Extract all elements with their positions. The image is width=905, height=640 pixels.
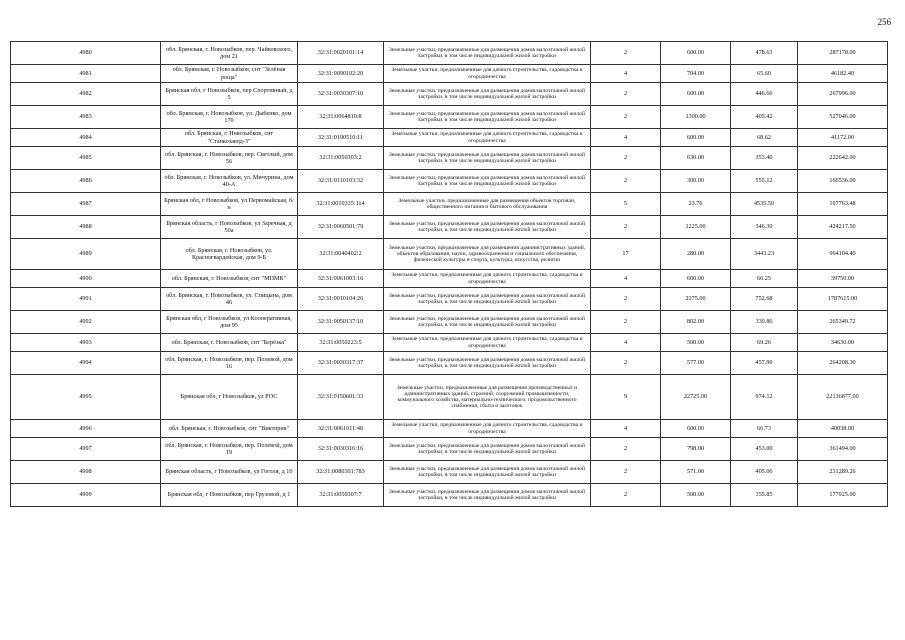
row-unit-value: 3443.23 bbox=[731, 239, 798, 270]
row-area: 280.00 bbox=[661, 239, 731, 270]
table-row bbox=[11, 375, 888, 420]
row-area: 2375.00 bbox=[661, 288, 731, 311]
table-row bbox=[11, 106, 888, 129]
row-cadastral-value: 1787615.00 bbox=[798, 288, 888, 311]
row-area: 577.00 bbox=[661, 352, 731, 375]
row-group: 17 bbox=[591, 239, 661, 270]
row-land-use: Земельные участки, предназначенные для размещения домов малоэтажной жилой застройки, в том числе индивидуальной жилой застройки bbox=[384, 461, 591, 484]
row-number: 4986 bbox=[11, 170, 161, 193]
row-unit-value: 555.12 bbox=[731, 170, 798, 193]
row-land-use: Земельные участки, предназначенные для размещения домов малоэтажной жилой застройки, в том числе индивидуальной жилой застройки bbox=[384, 216, 591, 239]
row-land-use: Земельные участки, предназначенные для дачного строительства, садоводства и огородничества bbox=[384, 420, 591, 438]
row-land-use: Земельные участки, предназначенные для размещения домов малоэтажной жилой застройки, в том числе индивидуальной жилой застройки bbox=[384, 106, 591, 129]
table-row bbox=[11, 420, 888, 438]
row-address: Брянская обл, г Новозыбков, пер Грузовой, д 1 bbox=[161, 484, 298, 507]
row-group: 2 bbox=[591, 438, 661, 461]
row-cadastral-value: 46182.40 bbox=[798, 65, 888, 83]
row-cadastral-number: 32:31:0060501:79 bbox=[298, 216, 384, 239]
row-group: 2 bbox=[591, 352, 661, 375]
row-area: 500.00 bbox=[661, 334, 731, 352]
page-number: 256 bbox=[877, 17, 891, 27]
row-number: 4994 bbox=[11, 352, 161, 375]
row-unit-value: 69.26 bbox=[731, 334, 798, 352]
row-land-use: Земельные участки, предназначенные для размещения домов малоэтажной жилой застройки, в том числе индивидуальной жилой застройки bbox=[384, 83, 591, 106]
row-address: Брянская область, г Новозыбков, ул Гоголя, д 10 bbox=[161, 461, 298, 484]
table-row bbox=[11, 65, 888, 83]
row-land-use: Земельные участки, предназначенные для размещения домов малоэтажной жилой застройки, в том числе индивидуальной жилой застройки bbox=[384, 42, 591, 65]
row-land-use: Земельные участки, предназначенные для дачного строительства, садоводства и огородничества bbox=[384, 334, 591, 352]
table-row bbox=[11, 170, 888, 193]
row-number: 4991 bbox=[11, 288, 161, 311]
row-cadastral-number: 32:31:0040402:2 bbox=[298, 239, 384, 270]
row-cadastral-number: 32:31:0080301:783 bbox=[298, 461, 384, 484]
row-cadastral-number: 32:31:0030307:10 bbox=[298, 83, 384, 106]
row-land-use: Земельные участки, предназначенные для размещения домов малоэтажной жилой застройки, в том числе индивидуальной жилой застройки bbox=[384, 311, 591, 334]
row-number: 4988 bbox=[11, 216, 161, 239]
row-address: обл. Брянская, г. Новозыбков, снт "Зелёная роща" bbox=[161, 65, 298, 83]
row-land-use: Земельные участки, предназначенные для дачного строительства, садоводства и огородничества bbox=[384, 129, 591, 147]
row-cadastral-value: 424217.50 bbox=[798, 216, 888, 239]
row-unit-value: 457.90 bbox=[731, 352, 798, 375]
row-group: 4 bbox=[591, 65, 661, 83]
table-body bbox=[11, 42, 888, 507]
row-number: 4980 bbox=[11, 42, 161, 65]
row-area: 630.00 bbox=[661, 147, 731, 170]
row-cadastral-value: 177925.00 bbox=[798, 484, 888, 507]
row-group: 2 bbox=[591, 83, 661, 106]
table-row bbox=[11, 334, 888, 352]
row-address: обл. Брянская, г. Новозыбков, ул. Спицына, дом 46 bbox=[161, 288, 298, 311]
row-cadastral-value: 361494.00 bbox=[798, 438, 888, 461]
row-number: 4996 bbox=[11, 420, 161, 438]
table-row bbox=[11, 288, 888, 311]
table-row bbox=[11, 239, 888, 270]
row-land-use: Земельные участки, предназначенные для размещения домов малоэтажной жилой застройки, в том числе индивидуальной жилой застройки bbox=[384, 147, 591, 170]
cadastral-value-table bbox=[10, 41, 888, 507]
row-cadastral-value: 22136877.00 bbox=[798, 375, 888, 420]
row-area: 704.00 bbox=[661, 65, 731, 83]
row-group: 4 bbox=[591, 270, 661, 288]
row-number: 4983 bbox=[11, 106, 161, 129]
row-group: 9 bbox=[591, 375, 661, 420]
row-area: 1225.00 bbox=[661, 216, 731, 239]
row-unit-value: 453.00 bbox=[731, 438, 798, 461]
row-land-use: Земельные участки, предназначенные для дачного строительства, садоводства и огородничества bbox=[384, 270, 591, 288]
row-number: 4993 bbox=[11, 334, 161, 352]
row-address: обл. Брянская, г. Новозыбков, снт "Берёзка" bbox=[161, 334, 298, 352]
row-area: 500.00 bbox=[661, 484, 731, 507]
row-area: 600.00 bbox=[661, 129, 731, 147]
row-cadastral-number: 32:31:0020101:14 bbox=[298, 42, 384, 65]
row-cadastral-number: 32:31:0050223:5 bbox=[298, 334, 384, 352]
row-cadastral-value: 527046.00 bbox=[798, 106, 888, 129]
row-unit-value: 405.42 bbox=[731, 106, 798, 129]
row-unit-value: 66.73 bbox=[731, 420, 798, 438]
row-group: 2 bbox=[591, 311, 661, 334]
row-cadastral-value: 964104.40 bbox=[798, 239, 888, 270]
row-address: обл. Брянская, г. Новозыбков, снт "МПМК" bbox=[161, 270, 298, 288]
row-cadastral-number: 32:31:0010335:114 bbox=[298, 193, 384, 216]
row-number: 4982 bbox=[11, 83, 161, 106]
row-group: 4 bbox=[591, 129, 661, 147]
row-cadastral-value: 287178.00 bbox=[798, 42, 888, 65]
row-group: 4 bbox=[591, 334, 661, 352]
row-area: 22725.00 bbox=[661, 375, 731, 420]
row-land-use: Земельные участки, предназначенные для дачного строительства, садоводства и огородничества bbox=[384, 65, 591, 83]
row-land-use: Земельные участки, предназначенные для размещения домов малоэтажной жилой застройки, в том числе индивидуальной жилой застройки bbox=[384, 352, 591, 375]
row-number: 4995 bbox=[11, 375, 161, 420]
row-cadastral-value: 222642.00 bbox=[798, 147, 888, 170]
row-cadastral-number: 32:31:0050307:7 bbox=[298, 484, 384, 507]
row-cadastral-number: 32:31:0064810:8 bbox=[298, 106, 384, 129]
row-land-use: Земельные участки, предназначенные для размещения домов малоэтажной жилой застройки, в том числе индивидуальной жилой застройки bbox=[384, 438, 591, 461]
row-cadastral-number: 32:31:0050137:10 bbox=[298, 311, 384, 334]
row-cadastral-value: 34630.00 bbox=[798, 334, 888, 352]
row-cadastral-number: 32:31:0190510:11 bbox=[298, 129, 384, 147]
row-address: обл. Брянская, г. Новозыбков, ул. Мичурина, дом 40-А bbox=[161, 170, 298, 193]
row-address: обл. Брянская, г. Новозыбков, пер. Чайковского, дом 21 bbox=[161, 42, 298, 65]
row-cadastral-number: 32:31:0150601:33 bbox=[298, 375, 384, 420]
row-area: 802.00 bbox=[661, 311, 731, 334]
row-number: 4989 bbox=[11, 239, 161, 270]
row-group: 2 bbox=[591, 147, 661, 170]
row-group: 2 bbox=[591, 170, 661, 193]
row-group: 2 bbox=[591, 106, 661, 129]
row-land-use: Земельные участки, предназначенные для размещения домов малоэтажной жилой застройки, в том числе индивидуальной жилой застройки bbox=[384, 170, 591, 193]
table-row bbox=[11, 216, 888, 239]
row-unit-value: 446.66 bbox=[731, 83, 798, 106]
row-address: Брянская обл, г Новозыбков, пер Спортивный, д 5 bbox=[161, 83, 298, 106]
table-row bbox=[11, 438, 888, 461]
row-cadastral-value: 265349.72 bbox=[798, 311, 888, 334]
row-address: обл. Брянская, г. Новозыбков, ул. Красногвардейская, дом 9-Б bbox=[161, 239, 298, 270]
table-row bbox=[11, 193, 888, 216]
row-address: обл. Брянская, г. Новозыбков, снт "Станкозавод-3" bbox=[161, 129, 298, 147]
table-row bbox=[11, 352, 888, 375]
row-address: обл. Брянская, г. Новозыбков, ул. Дыбенко, дом 170 bbox=[161, 106, 298, 129]
row-unit-value: 752.68 bbox=[731, 288, 798, 311]
row-cadastral-number: 32:31:0061011:48 bbox=[298, 420, 384, 438]
row-cadastral-number: 32:31:0030316:16 bbox=[298, 438, 384, 461]
row-cadastral-number: 32:31:0010104:26 bbox=[298, 288, 384, 311]
row-number: 4981 bbox=[11, 65, 161, 83]
row-area: 600.00 bbox=[661, 270, 731, 288]
row-number: 4985 bbox=[11, 147, 161, 170]
row-area: 300.00 bbox=[661, 170, 731, 193]
row-area: 600.00 bbox=[661, 420, 731, 438]
table-row bbox=[11, 484, 888, 507]
row-land-use: Земельные участки, предназначенные для размещения домов малоэтажной жилой застройки, в том числе индивидуальной жилой застройки bbox=[384, 288, 591, 311]
row-number: 4999 bbox=[11, 484, 161, 507]
row-address: обл. Брянская, г. Новозыбков, пер. Светлый, дом 56 bbox=[161, 147, 298, 170]
row-cadastral-value: 39750.00 bbox=[798, 270, 888, 288]
row-area: 23.76 bbox=[661, 193, 731, 216]
row-unit-value: 68.62 bbox=[731, 129, 798, 147]
row-cadastral-value: 107763.48 bbox=[798, 193, 888, 216]
row-land-use: Земельные участки, предназначенные для размещения домов малоэтажной жилой застройки, в том числе индивидуальной жилой застройки bbox=[384, 484, 591, 507]
row-area: 600.00 bbox=[661, 42, 731, 65]
row-unit-value: 330.86 bbox=[731, 311, 798, 334]
row-number: 4992 bbox=[11, 311, 161, 334]
row-address: обл. Брянская, г. Новозыбков, пер. Полевой, дом 19 bbox=[161, 438, 298, 461]
row-address: Брянская область, г Новозыбков, ул Заречная, д 50а bbox=[161, 216, 298, 239]
row-area: 1300.00 bbox=[661, 106, 731, 129]
row-group: 2 bbox=[591, 288, 661, 311]
row-address: обл. Брянская, г. Новозыбков, пер. Полевой, дом 16 bbox=[161, 352, 298, 375]
row-unit-value: 4535.50 bbox=[731, 193, 798, 216]
row-unit-value: 355.85 bbox=[731, 484, 798, 507]
row-cadastral-value: 264208.30 bbox=[798, 352, 888, 375]
row-cadastral-value: 267996.00 bbox=[798, 83, 888, 106]
row-area: 798.00 bbox=[661, 438, 731, 461]
row-cadastral-number: 32:31:0061003:16 bbox=[298, 270, 384, 288]
row-number: 4984 bbox=[11, 129, 161, 147]
row-number: 4998 bbox=[11, 461, 161, 484]
table-row bbox=[11, 147, 888, 170]
table-row bbox=[11, 129, 888, 147]
table-row bbox=[11, 42, 888, 65]
row-area: 600.00 bbox=[661, 83, 731, 106]
row-unit-value: 353.40 bbox=[731, 147, 798, 170]
row-land-use: Земельные участки, предназначенные для размещения производственных и административных зданий, строений, сооружений промышленности, коммунального хозяйства, материально-технического, продовольственного снабжения, сбыта и заготовок bbox=[384, 375, 591, 420]
row-cadastral-value: 231289.26 bbox=[798, 461, 888, 484]
row-group: 5 bbox=[591, 193, 661, 216]
table-row bbox=[11, 311, 888, 334]
row-address: обл. Брянская, г. Новозыбков, снт "Виктория" bbox=[161, 420, 298, 438]
row-cadastral-number: 32:31:0090102:20 bbox=[298, 65, 384, 83]
row-address: Брянская обл, г Новозыбков, ул Первомайская, б/н bbox=[161, 193, 298, 216]
row-unit-value: 405.06 bbox=[731, 461, 798, 484]
row-cadastral-number: 32:31:0030317:37 bbox=[298, 352, 384, 375]
row-number: 4997 bbox=[11, 438, 161, 461]
row-group: 2 bbox=[591, 216, 661, 239]
row-land-use: Земельные участки, предназначенные для размещения объектов торговли, общественного питания и бытового обслуживания bbox=[384, 193, 591, 216]
row-number: 4990 bbox=[11, 270, 161, 288]
row-address: Брянская обл, г Новозыбков, ул РОС bbox=[161, 375, 298, 420]
row-area: 571.00 bbox=[661, 461, 731, 484]
row-cadastral-number: 32:31:0050303:2 bbox=[298, 147, 384, 170]
row-cadastral-value: 166536.00 bbox=[798, 170, 888, 193]
row-unit-value: 66.25 bbox=[731, 270, 798, 288]
row-unit-value: 974.12 bbox=[731, 375, 798, 420]
row-number: 4987 bbox=[11, 193, 161, 216]
row-land-use: Земельные участки, предназначенные для размещения административных зданий, объектов образования, науки, здравоохранения и социального обеспечения, физической культуры и спорта, культуры, искусства, религии bbox=[384, 239, 591, 270]
table-row bbox=[11, 270, 888, 288]
row-group: 2 bbox=[591, 461, 661, 484]
row-address: Брянская обл, г Новозыбков, ул Кооперативная, дом 95 bbox=[161, 311, 298, 334]
row-group: 2 bbox=[591, 484, 661, 507]
table-row bbox=[11, 461, 888, 484]
row-cadastral-number: 32:31:0110103:32 bbox=[298, 170, 384, 193]
row-unit-value: 346.30 bbox=[731, 216, 798, 239]
row-cadastral-value: 40038.00 bbox=[798, 420, 888, 438]
table-row bbox=[11, 83, 888, 106]
row-unit-value: 478.63 bbox=[731, 42, 798, 65]
row-group: 2 bbox=[591, 42, 661, 65]
row-cadastral-value: 41172.00 bbox=[798, 129, 888, 147]
row-group: 4 bbox=[591, 420, 661, 438]
row-unit-value: 65.60 bbox=[731, 65, 798, 83]
